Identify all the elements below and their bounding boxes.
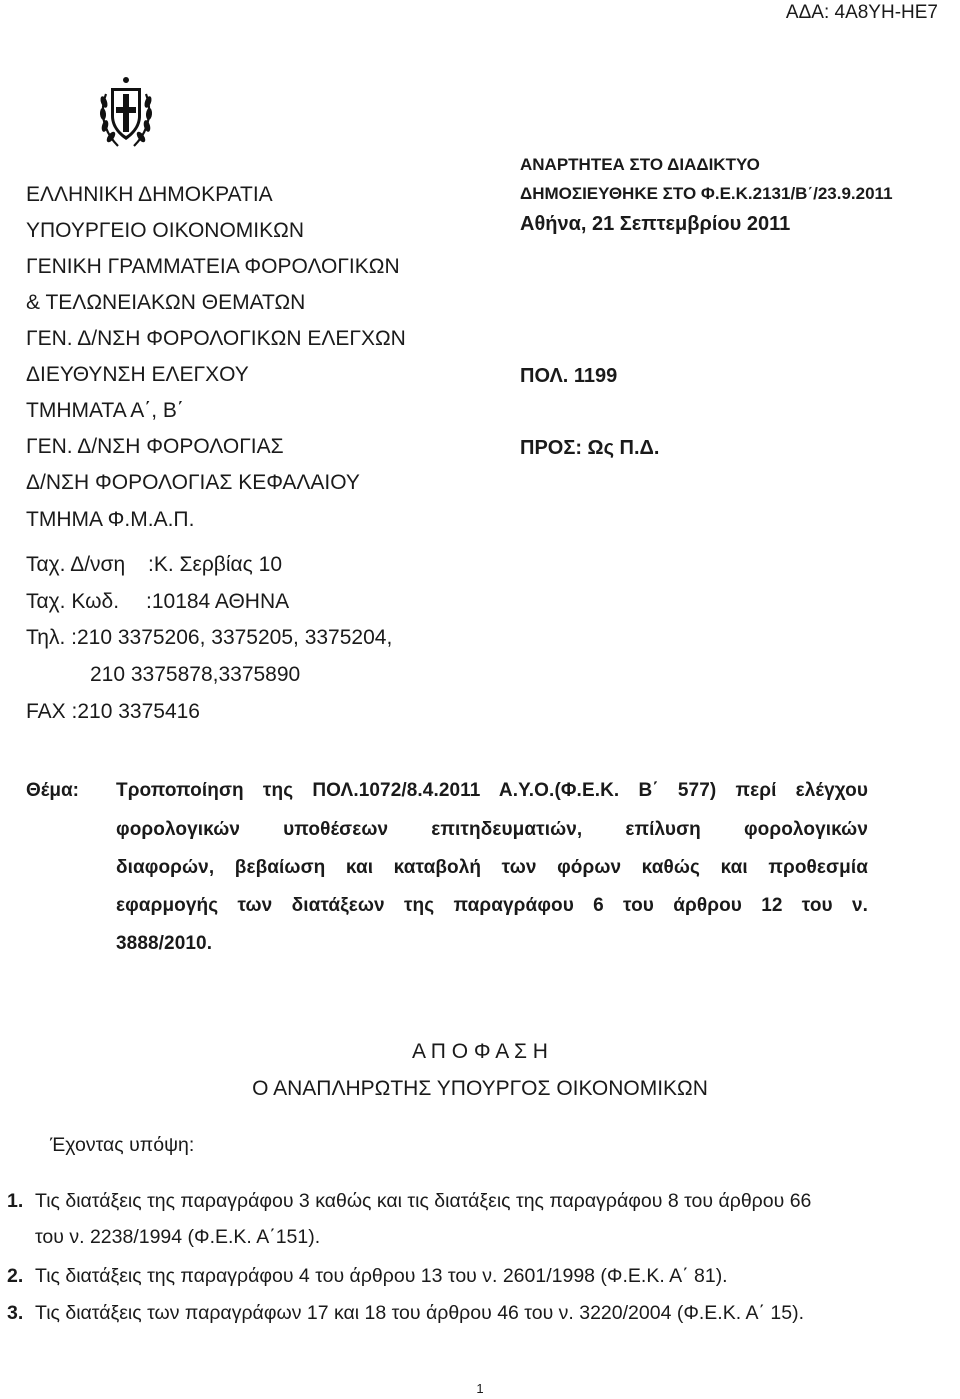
letterhead-line: & ΤΕΛΩΝΕΙΑΚΩΝ ΘΕΜΑΤΩΝ: [26, 291, 306, 314]
page-number: 1: [476, 1381, 484, 1396]
postal-value: :10184 ΑΘΗΝΑ: [146, 590, 290, 613]
list-item-text: Τις διατάξεις της παραγράφου 3 καθώς και τις διατάξεις της παραγράφου 8 του άρθρου 66: [35, 1190, 812, 1212]
letterhead-line: ΓΕΝ. Δ/ΝΣΗ ΦΟΡΟΛΟΓΙΚΩΝ ΕΛΕΓΧΩΝ: [26, 327, 406, 350]
pol-number: ΠΟΛ. 1199: [520, 365, 618, 387]
letterhead-line: ΓΕΝΙΚΗ ΓΡΑΜΜΑΤΕΙΑ ΦΟΡΟΛΟΓΙΚΩΝ: [26, 255, 400, 278]
address-label: Ταχ. Δ/νση: [26, 553, 126, 576]
phone-line-continued: 210 3375878,3375890: [90, 663, 301, 686]
fax-line: FAX :210 3375416: [26, 700, 200, 723]
address-value: :Κ. Σερβίας 10: [148, 553, 282, 576]
greek-coat-of-arms-emblem: [96, 64, 156, 156]
document-date: Αθήνα, 21 Σεπτεμβρίου 2011: [520, 213, 791, 235]
list-item-number: 1.: [7, 1190, 24, 1212]
considering-label: Έχοντας υπόψη:: [50, 1134, 195, 1156]
subject-line: διαφορών, βεβαίωση και καταβολή των φόρων καθώς και προθεσμία: [116, 857, 868, 878]
letterhead-line: ΕΛΛΗΝΙΚΗ ΔΗΜΟΚΡΑΤΙΑ: [26, 183, 273, 206]
subject-line: Τροποποίηση της ΠΟΛ.1072/8.4.2011 Α.Υ.Ο.(Φ.Ε.Κ. Β΄ 577) περί ελέγχου: [116, 780, 868, 801]
letterhead-line: ΔΙΕΥΘΥΝΣΗ ΕΛΕΓΧΟΥ: [26, 363, 249, 386]
list-item-text-continued: του ν. 2238/1994 (Φ.Ε.Κ. Α΄151).: [35, 1226, 321, 1248]
letterhead-line: ΥΠΟΥΡΓΕΙΟ ΟΙΚΟΝΟΜΙΚΩΝ: [26, 219, 304, 242]
subject-line: 3888/2010.: [116, 933, 213, 954]
subject-label: Θέμα:: [26, 780, 79, 801]
list-item-number: 3.: [7, 1302, 24, 1324]
decision-title: Α Π Ο Φ Α Σ Η: [412, 1040, 548, 1063]
list-item-text: Τις διατάξεις των παραγράφων 17 και 18 του άρθρου 46 του ν. 3220/2004 (Φ.Ε.Κ. Α΄ 15).: [35, 1302, 805, 1324]
posted-notice: ΑΝΑΡΤΗΤΕΑ ΣΤΟ ΔΙΑΔΙΚΤΥΟ: [520, 155, 760, 174]
published-notice: ΔΗΜΟΣΙΕΥΘΗΚΕ ΣΤΟ Φ.Ε.Κ.2131/Β΄/23.9.2011: [520, 184, 893, 203]
letterhead-line: ΓΕΝ. Δ/ΝΣΗ ΦΟΡΟΛΟΓΙΑΣ: [26, 435, 284, 458]
subject-line: εφαρμογής των διατάξεων της παραγράφου 6 του άρθρου 12 του ν.: [116, 895, 868, 916]
recipient: ΠΡΟΣ: Ως Π.Δ.: [520, 437, 660, 459]
postal-label: Ταχ. Κωδ.: [26, 590, 120, 613]
letterhead-line: Δ/ΝΣΗ ΦΟΡΟΛΟΓΙΑΣ ΚΕΦΑΛΑΙΟΥ: [26, 471, 360, 494]
letterhead-line: ΤΜΗΜΑ Φ.Μ.Α.Π.: [26, 508, 195, 531]
list-item-number: 2.: [7, 1265, 24, 1287]
decision-subtitle: Ο ΑΝΑΠΛΗΡΩΤΗΣ ΥΠΟΥΡΓΟΣ ΟΙΚΟΝΟΜΙΚΩΝ: [252, 1077, 708, 1100]
phone-line: Τηλ. :210 3375206, 3375205, 3375204,: [26, 626, 393, 649]
list-item-text: Τις διατάξεις της παραγράφου 4 του άρθρου 13 του ν. 2601/1998 (Φ.Ε.Κ. Α΄ 81).: [35, 1265, 728, 1287]
letterhead-line: ΤΜΗΜΑΤΑ Α΄, Β΄: [26, 399, 184, 422]
ada-code: ΑΔΑ: 4Α8ΥΗ-ΗΕ7: [785, 2, 938, 23]
subject-line: φορολογικών υποθέσεων επιτηδευματιών, επίλυση φορολογικών: [116, 819, 868, 840]
